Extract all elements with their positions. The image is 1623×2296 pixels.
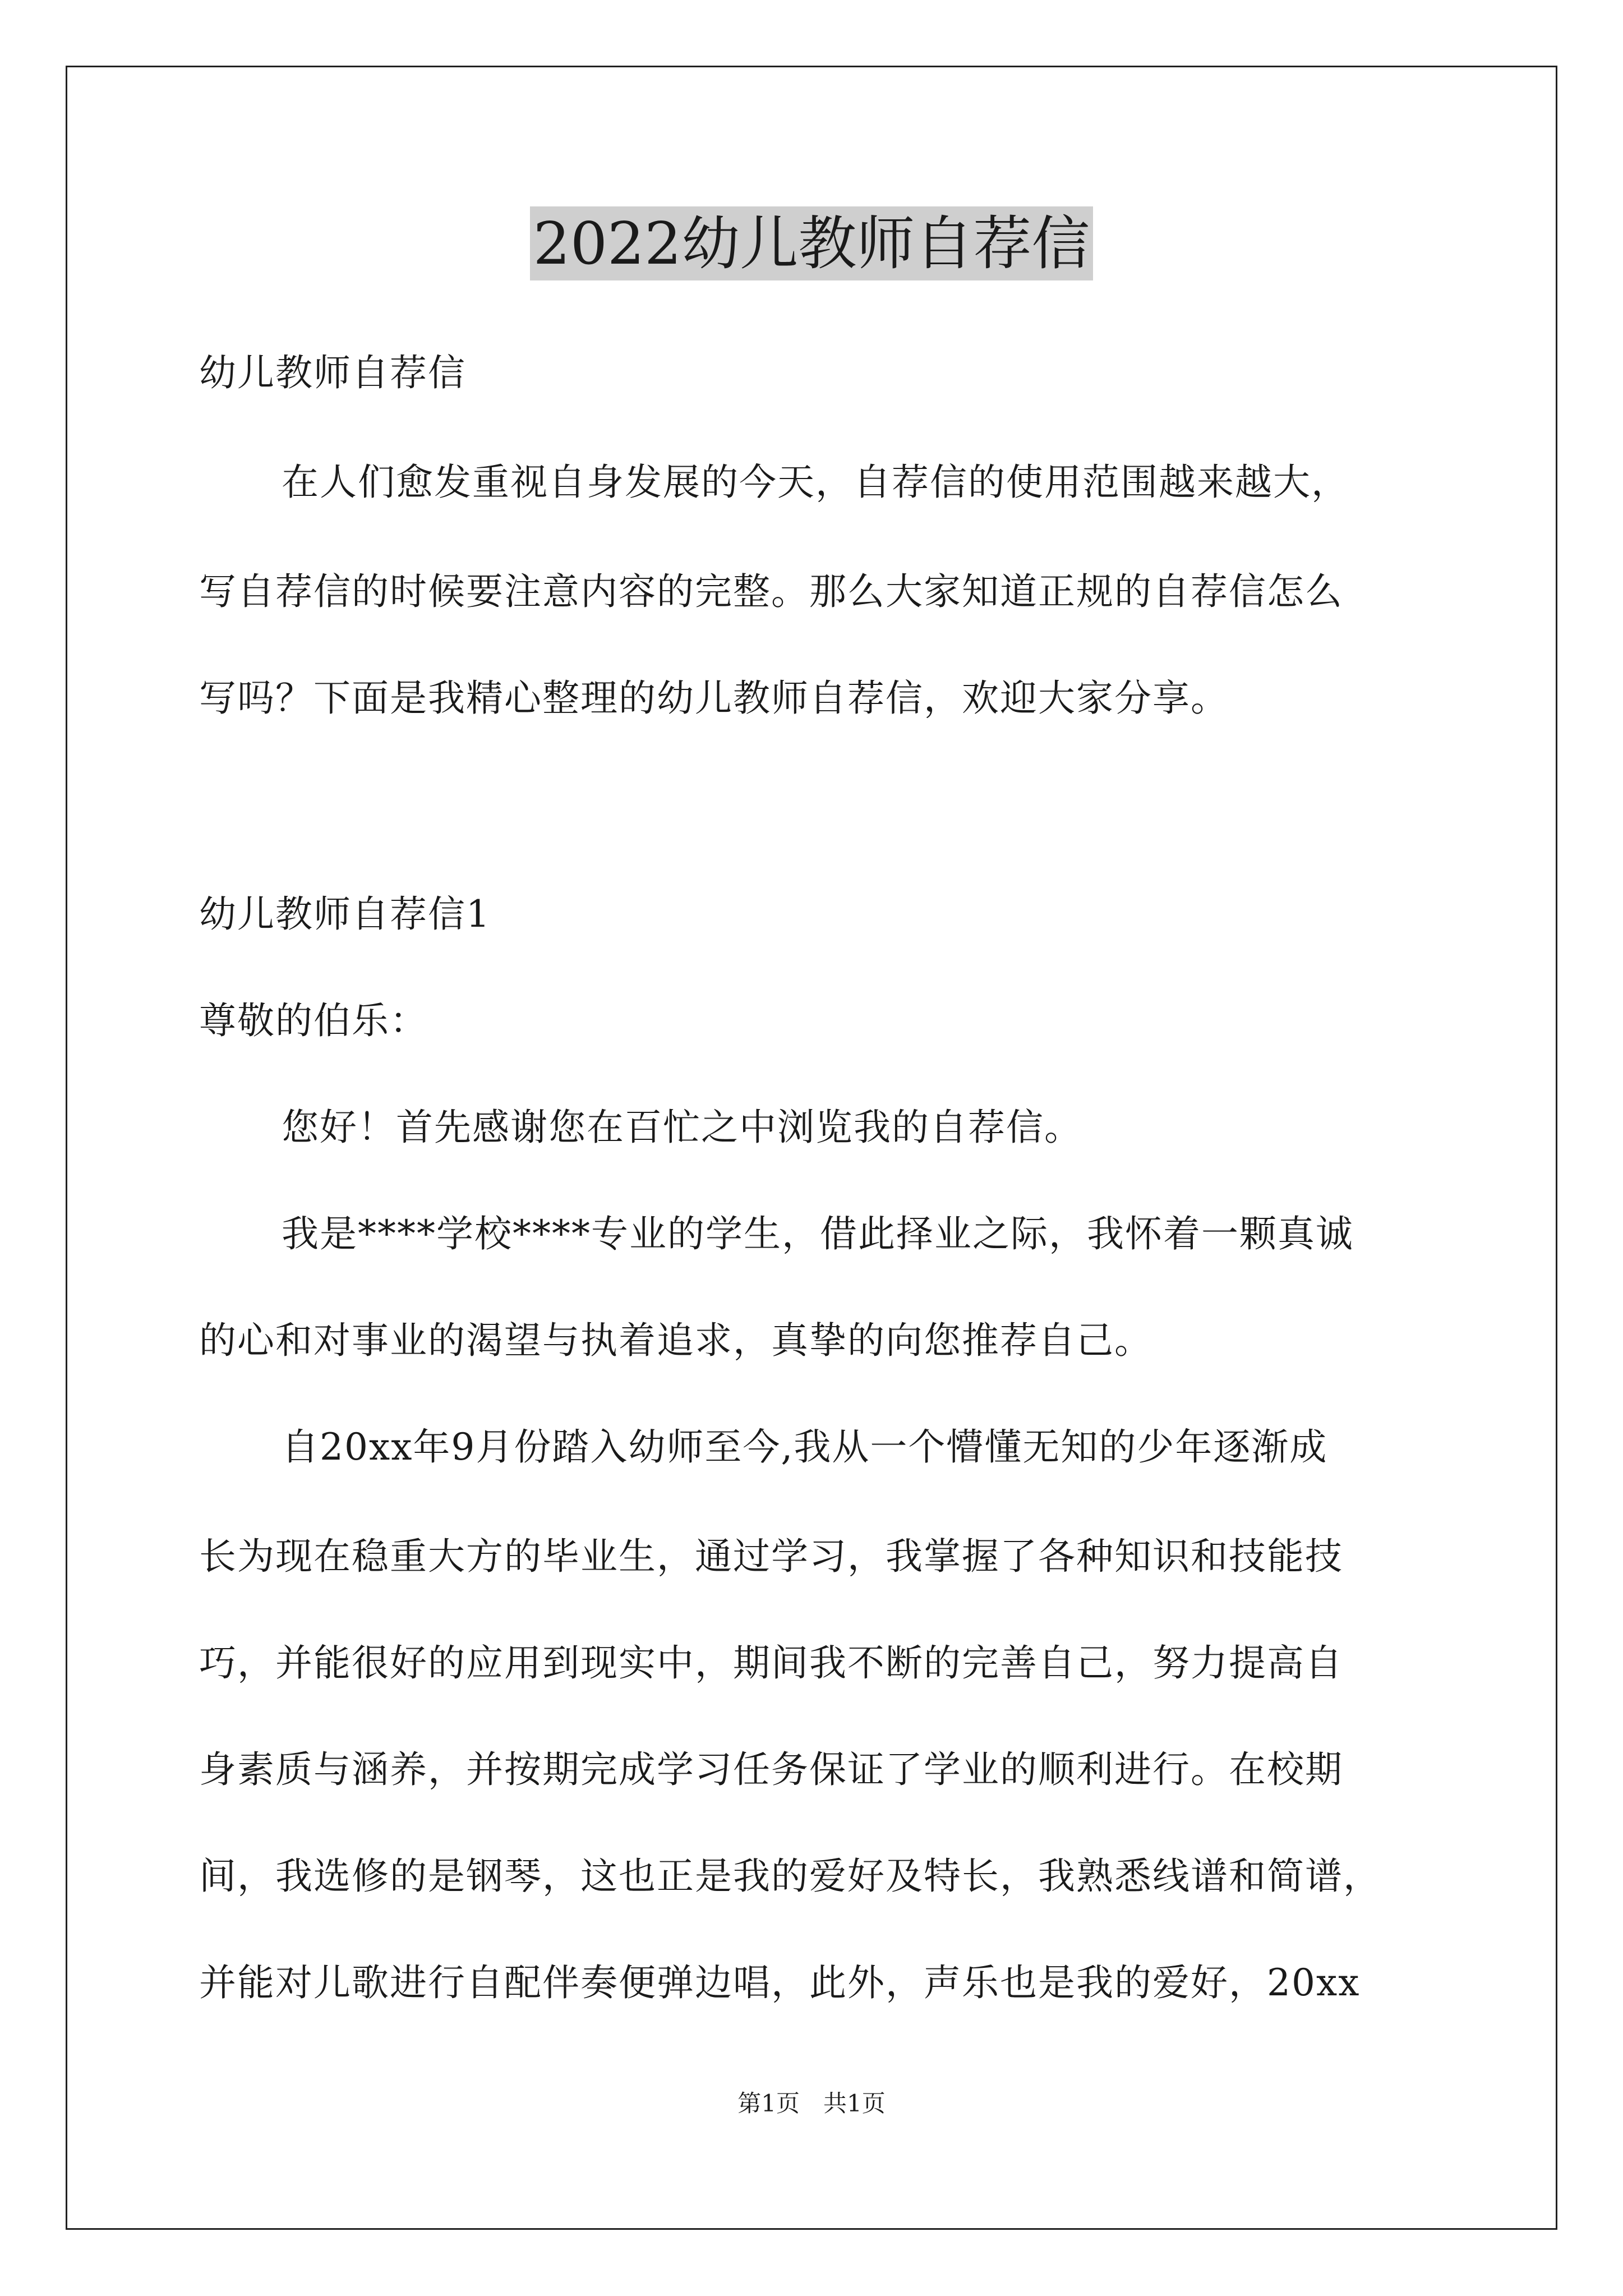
section-heading: 幼儿教师自荐信1 xyxy=(199,892,491,936)
paragraph-line: 您好！首先感谢您在百忙之中浏览我的自荐信。 xyxy=(282,1106,1082,1149)
page-number-footer: 第1页 共1页 xyxy=(737,2090,886,2117)
paragraph-line: 自20xx年9月份踏入幼师至今,我从一个懵懂无知的少年逐渐成 xyxy=(282,1425,1328,1469)
paragraph-line: 并能对儿歌进行自配伴奏便弹边唱，此外，声乐也是我的爱好，20xx xyxy=(199,1961,1361,2004)
paragraph-line: 身素质与涵养，并按期完成学习任务保证了学业的顺利进行。在校期 xyxy=(199,1748,1343,1791)
subtitle-line: 幼儿教师自荐信 xyxy=(199,351,466,394)
paragraph-line: 巧，并能很好的应用到现实中，期间我不断的完善自己，努力提高自 xyxy=(199,1641,1343,1685)
paragraph-line: 长为现在稳重大方的毕业生，通过学习，我掌握了各种知识和技能技 xyxy=(199,1535,1343,1578)
paragraph-line: 在人们愈发重视自身发展的今天，自荐信的使用范围越来越大， xyxy=(282,461,1349,504)
document-title: 2022幼儿教师自荐信 xyxy=(530,206,1094,280)
paragraph-line: 写自荐信的时候要注意内容的完整。那么大家知道正规的自荐信怎么 xyxy=(199,570,1343,613)
paragraph-line: 的心和对事业的渴望与执着追求，真挚的向您推荐自己。 xyxy=(199,1319,1152,1362)
title-container xyxy=(0,206,1623,280)
salutation: 尊敬的伯乐： xyxy=(199,999,428,1042)
paragraph-line: 我是****学校****专业的学生，借此择业之际，我怀着一颗真诚 xyxy=(282,1212,1354,1255)
paragraph-line: 间，我选修的是钢琴，这也正是我的爱好及特长，我熟悉线谱和简谱， xyxy=(199,1855,1381,1898)
paragraph-line: 写吗？下面是我精心整理的幼儿教师自荐信，欢迎大家分享。 xyxy=(199,677,1229,720)
